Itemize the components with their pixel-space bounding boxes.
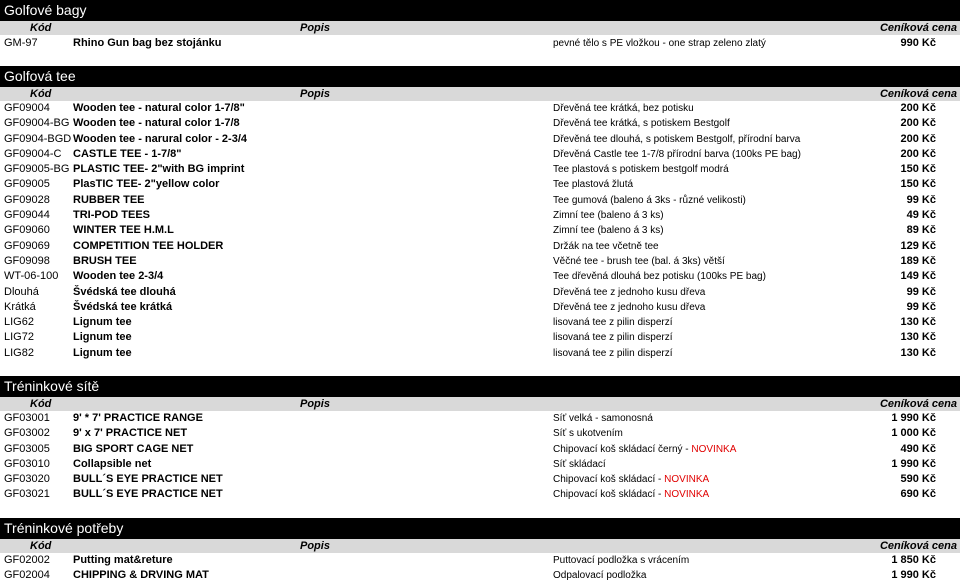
cell-name: Lignum tee — [73, 316, 132, 329]
table-row — [0, 487, 960, 502]
table-row — [0, 346, 960, 361]
cell-desc-text: Držák na tee včetně tee — [553, 240, 659, 252]
table-row — [0, 101, 960, 116]
cell-price: 690 Kč — [900, 488, 936, 501]
cell-desc-text: Dřevěná tee z jednoho kusu dřeva — [553, 286, 706, 298]
section-practice-aids — [0, 518, 960, 584]
tees-table-body — [0, 101, 960, 361]
cell-price: 200 Kč — [900, 147, 936, 160]
cell-desc — [553, 442, 736, 457]
cell-code: GF09004 — [4, 102, 50, 114]
header-desc: Popis — [300, 22, 330, 34]
header-price: Ceníková cena — [879, 398, 957, 410]
table-row — [0, 472, 960, 487]
cell-name: Lignum tee — [73, 346, 132, 359]
new-badge: NOVINKA — [664, 489, 710, 501]
cell-name: BIG SPORT CAGE NET — [73, 442, 194, 455]
cell-code: GF09005-BG — [4, 163, 70, 176]
cell-desc-text: Zimní tee (baleno á 3 ks) — [553, 225, 664, 237]
cell-code: GF03002 — [4, 427, 50, 440]
cell-code: GF02002 — [4, 554, 50, 566]
cell-desc — [553, 223, 664, 238]
table-row — [0, 457, 960, 472]
cell-code: GM-97 — [4, 37, 38, 49]
cell-code: GF03010 — [4, 457, 50, 470]
cell-code: GF09044 — [4, 209, 50, 222]
header-desc: Popis — [300, 540, 330, 552]
header-price: Ceníková cena — [879, 88, 957, 100]
cell-price: 99 Kč — [906, 193, 936, 206]
cell-desc — [553, 553, 689, 568]
cell-code: WT-06-100 — [4, 270, 59, 283]
cell-price: 150 Kč — [900, 163, 936, 176]
cell-desc — [553, 162, 729, 177]
cell-code: Krátká — [4, 300, 36, 313]
cell-code: GF03021 — [4, 488, 50, 501]
cell-desc-text: Síť skládací — [553, 458, 606, 470]
cell-desc — [553, 330, 673, 345]
cell-code: GF09098 — [4, 254, 50, 267]
section-golf-bags — [0, 0, 960, 52]
table-row — [0, 132, 960, 147]
cell-desc-text: Odpalovací podložka — [553, 570, 647, 582]
cell-name: RUBBER TEE — [73, 193, 145, 206]
cell-name: Wooden tee - natural color 1-7/8" — [73, 102, 245, 114]
cell-name: Wooden tee - narural color - 2-3/4 — [73, 132, 247, 145]
cell-price: 590 Kč — [900, 473, 936, 486]
cell-name: 9' * 7' PRACTICE RANGE — [73, 412, 203, 424]
cell-desc-text: Dřevěná tee krátká, s potiskem Bestgolf — [553, 118, 730, 130]
nets-table-body — [0, 411, 960, 503]
cell-desc — [553, 132, 800, 147]
cell-desc-text: lisovaná tee z pilin disperzí — [553, 317, 673, 329]
cell-name: BULL´S EYE PRACTICE NET — [73, 488, 223, 501]
table-row — [0, 442, 960, 457]
cell-code: GF09004-BG — [4, 117, 70, 130]
cell-name: Švédská tee dlouhá — [73, 285, 176, 298]
header-desc: Popis — [300, 88, 330, 100]
table-header — [0, 397, 960, 411]
cell-desc — [553, 116, 730, 131]
cell-price: 490 Kč — [900, 442, 936, 455]
cell-desc-text: Puttovací podložka s vrácením — [553, 555, 690, 566]
cell-price: 130 Kč — [900, 346, 936, 359]
cell-desc: pevné tělo s PE vložkou - one strap zeleno zlatý — [553, 38, 766, 49]
table-row — [0, 285, 960, 300]
cell-price: 99 Kč — [906, 300, 936, 313]
header-price: Ceníková cena — [879, 540, 957, 552]
cell-name: Wooden tee - natural color 1-7/8 — [73, 117, 240, 130]
cell-code: LIG62 — [4, 316, 34, 329]
table-row — [0, 411, 960, 426]
cell-desc — [553, 300, 705, 315]
section-title: Tréninkové sítě — [0, 376, 960, 397]
new-badge: NOVINKA — [664, 474, 710, 486]
cell-code: LIG82 — [4, 346, 34, 359]
cell-desc — [553, 568, 646, 583]
cell-desc — [553, 346, 673, 361]
table-row — [0, 223, 960, 238]
cell-code: GF0904-BGD — [4, 132, 72, 145]
table-header — [0, 87, 960, 101]
cell-desc — [553, 472, 709, 487]
cell-price: 130 Kč — [900, 316, 936, 329]
cell-desc — [553, 411, 653, 426]
section-title: Golfové bagy — [0, 0, 960, 21]
cell-desc-text: Tee gumová (baleno á 3ks - různé velikosti) — [553, 194, 746, 206]
cell-name: PLASTIC TEE- 2"with BG imprint — [73, 163, 245, 176]
cell-code: Dlouhá — [4, 285, 39, 298]
table-row — [0, 177, 960, 192]
cell-desc — [553, 269, 766, 284]
table-row — [0, 116, 960, 131]
cell-desc-text: Věčné tee - brush tee (bal. á 3ks) větší — [553, 255, 725, 267]
cell-name: BRUSH TEE — [73, 254, 137, 267]
cell-price: 200 Kč — [900, 132, 936, 145]
cell-desc — [553, 239, 659, 254]
cell-price: 1 000 Kč — [891, 427, 936, 440]
table-header — [0, 21, 960, 35]
cell-desc-text: Síť velká - samonosná — [553, 413, 653, 424]
cell-desc — [553, 315, 673, 330]
cell-desc-text: lisovaná tee z pilin disperzí — [553, 332, 673, 344]
cell-code: GF09060 — [4, 224, 50, 237]
table-row — [0, 162, 960, 177]
cell-desc-text: Dřevěná Castle tee 1-7/8 přírodní barva (100ks PE bag) — [553, 148, 801, 160]
header-code: Kód — [30, 22, 52, 34]
cell-desc — [553, 254, 725, 269]
cell-desc-text: Dřevěná tee dlouhá, s potiskem Bestgolf, přírodní barva — [553, 133, 801, 145]
cell-desc — [553, 193, 746, 208]
cell-desc-text: Chipovací koš skládací černý - — [553, 443, 692, 455]
cell-price: 1 850 Kč — [891, 554, 936, 566]
new-badge: NOVINKA — [691, 443, 737, 455]
cell-desc-text: lisovaná tee z pilin disperzí — [553, 347, 673, 359]
cell-code: GF03020 — [4, 473, 50, 486]
table-row — [0, 330, 960, 345]
table-row — [0, 553, 960, 568]
cell-name: Putting mat&reture — [73, 554, 173, 566]
table-row — [0, 208, 960, 223]
cell-price: 129 Kč — [900, 239, 936, 252]
cell-desc — [553, 487, 709, 502]
cell-code: LIG72 — [4, 331, 34, 344]
cell-name: Lignum tee — [73, 331, 132, 344]
cell-code: GF02004 — [4, 569, 50, 582]
cell-price: 990 Kč — [900, 37, 936, 49]
cell-name: Rhino Gun bag bez stojánku — [73, 37, 222, 49]
header-code: Kód — [30, 88, 52, 100]
cell-name: 9' x 7' PRACTICE NET — [73, 427, 188, 440]
cell-desc — [553, 147, 801, 162]
cell-price: 130 Kč — [900, 331, 936, 344]
cell-desc — [553, 457, 606, 472]
cell-desc-text: Zimní tee (baleno á 3 ks) — [553, 210, 664, 222]
section-title: Golfová tee — [0, 66, 960, 87]
cell-price: 1 990 Kč — [891, 569, 936, 582]
cell-price: 1 990 Kč — [891, 457, 936, 470]
table-row — [0, 426, 960, 441]
cell-price: 189 Kč — [900, 254, 936, 267]
header-code: Kód — [30, 540, 52, 552]
cell-price: 200 Kč — [900, 102, 936, 114]
cell-code: GF09004-C — [4, 147, 62, 160]
cell-desc-text: Dřevěná tee z jednoho kusu dřeva — [553, 301, 706, 313]
cell-desc — [553, 208, 664, 223]
cell-desc-text: Chipovací koš skládací - — [553, 474, 665, 486]
header-desc: Popis — [300, 398, 330, 410]
table-row — [0, 568, 960, 583]
cell-desc-text: Tee plastová s potiskem bestgolf modrá — [553, 164, 729, 176]
cell-desc-text: Chipovací koš skládací - — [553, 489, 665, 501]
cell-desc — [553, 101, 694, 116]
table-row — [0, 147, 960, 162]
cell-name: CHIPPING & DRVING MAT — [73, 569, 209, 582]
cell-price: 99 Kč — [906, 285, 936, 298]
cell-name: BULL´S EYE PRACTICE NET — [73, 473, 223, 486]
cell-code: GF03001 — [4, 412, 50, 424]
section-practice-nets — [0, 376, 960, 503]
table-row — [0, 269, 960, 284]
cell-name: Wooden tee 2-3/4 — [73, 270, 164, 283]
cell-code: GF03005 — [4, 442, 50, 455]
cell-code: GF09005 — [4, 178, 50, 191]
header-code: Kód — [30, 398, 52, 410]
table-row — [0, 315, 960, 330]
cell-price: 200 Kč — [900, 117, 936, 130]
cell-desc — [553, 285, 705, 300]
table-row — [0, 35, 960, 52]
table-header — [0, 539, 960, 553]
table-row — [0, 254, 960, 269]
cell-name: Collapsible net — [73, 457, 152, 470]
table-row — [0, 193, 960, 208]
cell-name: COMPETITION TEE HOLDER — [73, 239, 224, 252]
table-row — [0, 300, 960, 315]
aids-table-body — [0, 553, 960, 584]
cell-code: GF09069 — [4, 239, 50, 252]
cell-name: WINTER TEE H.M.L — [73, 224, 174, 237]
cell-code: GF09028 — [4, 193, 50, 206]
cell-price: 89 Kč — [906, 224, 936, 237]
cell-desc — [553, 426, 623, 441]
cell-desc-text: Tee plastová žlutá — [553, 179, 634, 191]
cell-name: Švédská tee krátká — [73, 300, 173, 313]
cell-price: 1 990 Kč — [891, 412, 936, 424]
section-golf-tees — [0, 66, 960, 361]
cell-name: CASTLE TEE - 1-7/8" — [73, 147, 182, 160]
header-price: Ceníková cena — [879, 22, 957, 34]
cell-name: TRI-POD TEES — [73, 209, 151, 222]
table-row — [0, 239, 960, 254]
cell-price: 49 Kč — [906, 209, 936, 222]
cell-desc-text: Tee dřevěná dlouhá bez potisku (100ks PE bag) — [553, 271, 766, 283]
cell-desc-text: Dřevěná tee krátká, bez potisku — [553, 103, 694, 114]
cell-price: 149 Kč — [900, 270, 936, 283]
cell-price: 150 Kč — [900, 178, 936, 191]
cell-name: PlasTIC TEE- 2"yellow color — [73, 178, 220, 191]
section-title: Tréninkové potřeby — [0, 518, 960, 539]
cell-desc — [553, 177, 633, 192]
cell-desc-text: Síť s ukotvením — [553, 428, 623, 440]
